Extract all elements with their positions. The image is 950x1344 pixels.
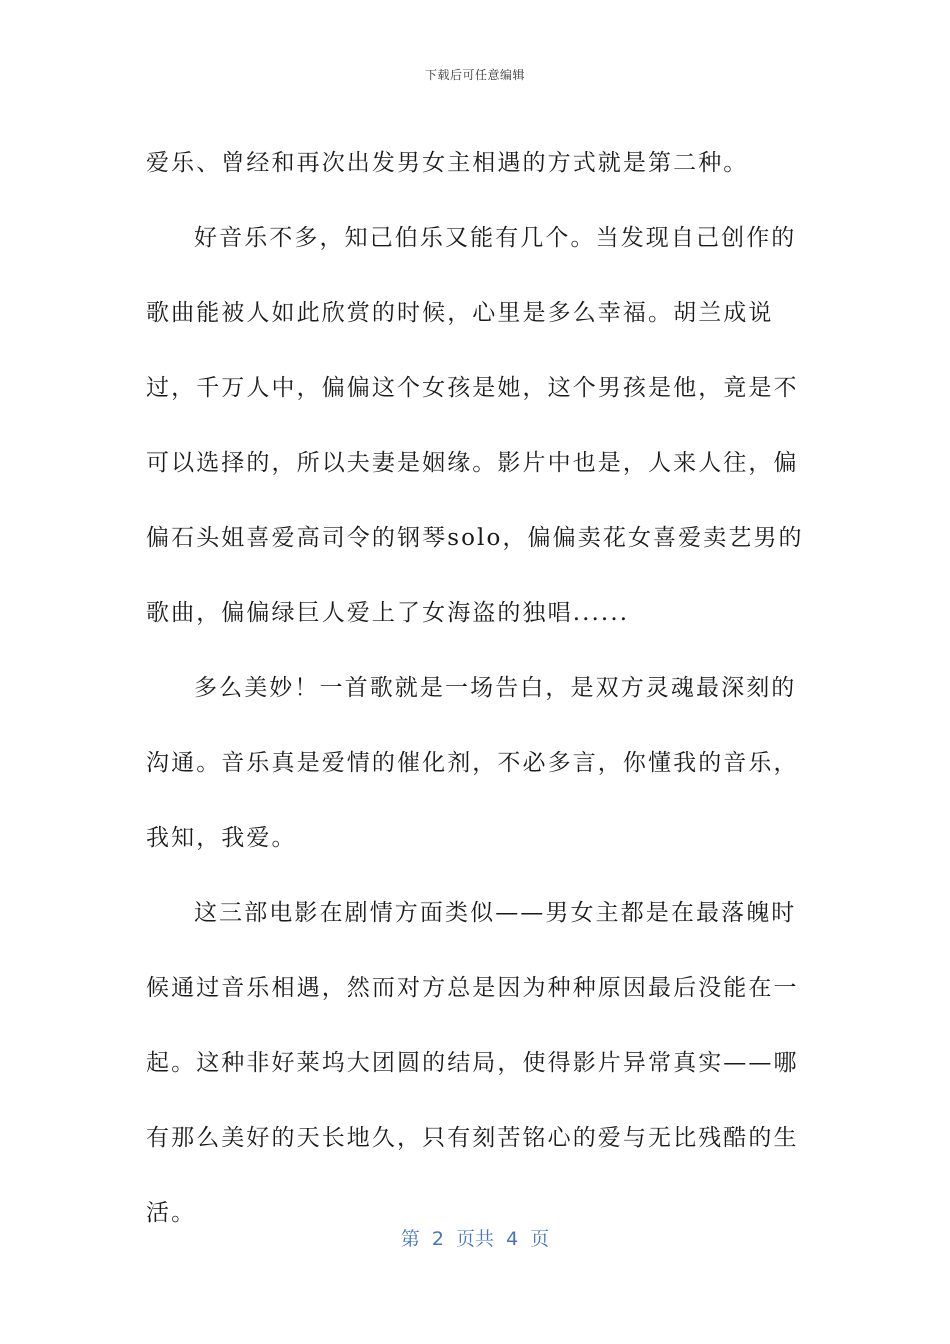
paragraph-4: 这三部电影在剧情方面类似——男女主都是在最落魄时候通过音乐相遇，然而对方总是因为种种原因最后没能在一起。这种非好莱坞大团圆的结局，使得影片异常真实——哪有那么美好的天长地久，只有刻苦铭心的爱与无比残酷的生活。 xyxy=(146,900,799,1226)
page-number-footer: 第 2 页共 4 页 xyxy=(400,1228,550,1250)
paragraph-3: 多么美妙！一首歌就是一场告白，是双方灵魂最深刻的沟通。音乐真是爱情的催化剂，不必多言，你懂我的音乐，我知，我爱。 xyxy=(146,675,799,851)
header-note: 下载后可任意编辑 xyxy=(424,68,525,82)
document-body xyxy=(146,126,806,1251)
paragraph-2: 好音乐不多，知己伯乐又能有几个。当发现自己创作的歌曲能被人如此欣赏的时候，心里是多么幸福。胡兰成说过，千万人中，偏偏这个女孩是她，这个男孩是他，竟是不可以选择的，所以夫妻是姻缘。影片中也是，人来人往，偏偏石头姐喜爱高司令的钢琴solo，偏偏卖花女喜爱卖艺男的歌曲，偏偏绿巨人爱上了女海盗的独唱...... xyxy=(146,225,804,626)
paragraph-1: 爱乐、曾经和再次出发男女主相遇的方式就是第二种。 xyxy=(146,150,749,176)
